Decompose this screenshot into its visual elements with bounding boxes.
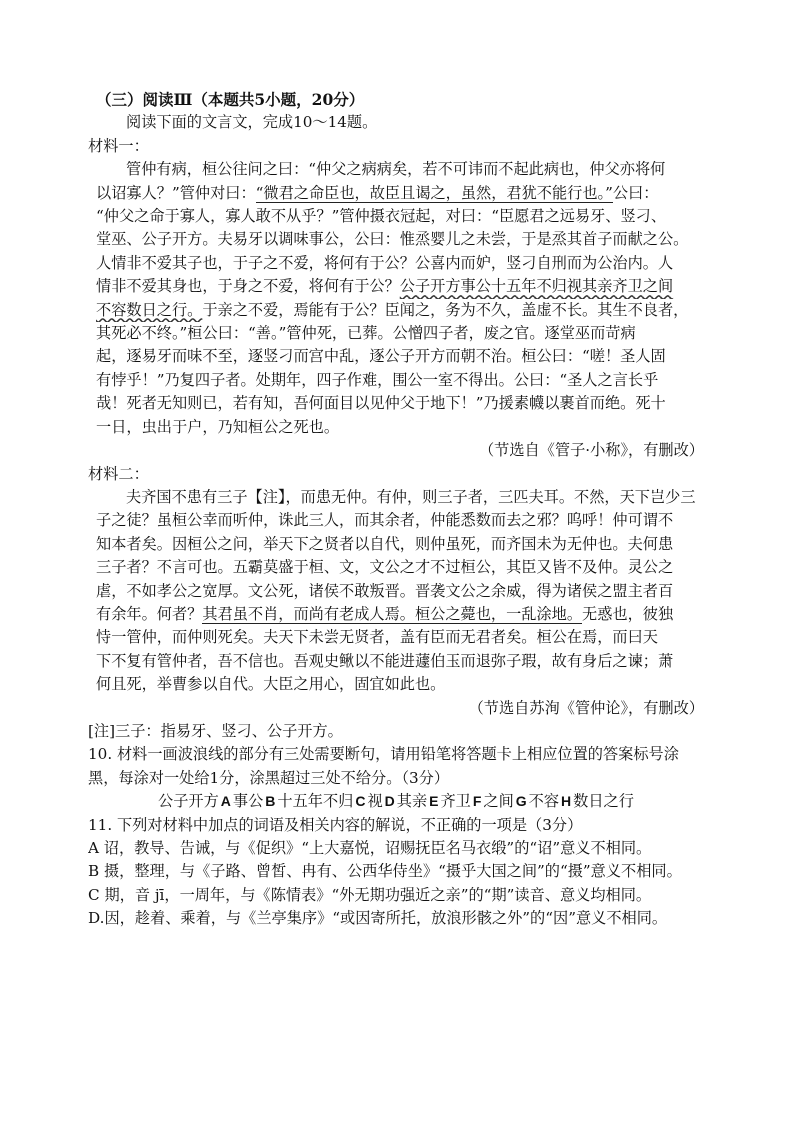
material2-label: 材料二： (88, 464, 149, 483)
material2-line: 三子者？不言可也。五霸莫盛于桓、文，文公之才不过桓公，其臣又皆不及仲。灵公之 (96, 558, 674, 577)
segment-text: 齐卫 (440, 792, 471, 811)
material1-line: 人情非不爱其子也，于子之不爱，将何有于公？公喜内而妒，竖刁自刑而为公治内。人 (96, 253, 674, 272)
wavy-underlined-text: 公子开方事公十五年不归视其亲齐卫之间 (399, 277, 674, 296)
material2-line: 虐，不如孝公之宽厚。文公死，诸侯不敢叛晋。晋袭文公之余威，得为诸侯之盟主者百 (96, 581, 674, 600)
material2-line (96, 603, 708, 626)
text-span: 无惑也，彼独 (582, 604, 674, 623)
question-11-option-d: D.因，趁着、乘着，与《兰亭集序》“或因寄所托，放浪形骸之外”的“因”意义不相同。 (88, 909, 668, 928)
text-span: 于亲之不爱，焉能有于公？臣闻之，务为不久，盖虚不长。其生不良者， (202, 300, 689, 319)
option-mark-a[interactable]: A (220, 793, 231, 810)
text-span: 有余年。何者？ (96, 604, 203, 623)
material1-line (96, 299, 708, 322)
instruction: 阅读下面的文言文，完成10～14题。 (126, 113, 378, 132)
wavy-underlined-text: 不容数日之行。 (96, 300, 203, 319)
question-10-stem: 10. 材料一画波浪线的部分有三处需要断句，请用铅笔将答题卡上相应位置的答案标号涂 (88, 745, 679, 764)
material2-line: 夫齐国不患有三子【注】，而患无仲。有仲，则三子者，三匹夫耳。不然，天下岂少三 (126, 487, 696, 506)
material2-line: 子之徒？虽桓公幸而听仲，诛此三人，而其余者，仲能悉数而去之邪？呜呼！仲可谓不 (96, 511, 674, 530)
option-mark-d[interactable]: D (384, 793, 395, 810)
material1-line: 有悖乎！”乃复四子者。处期年，四子作难，围公一室不得出。公曰：“圣人之言长乎 (96, 370, 659, 389)
question-10-stem: 黑，每涂对一处给1分，涂黑超过三处不给分。（3分） (88, 768, 450, 787)
segment-text: 不容 (528, 792, 560, 811)
question-11-option-b: B 摄，整理，与《子路、曾皙、冉有、公西华侍坐》“摄乎大国之间”的“摄”意义不相同。 (88, 862, 682, 881)
material2-line: 知本者矣。因桓公之问，举天下之贤者以自代，则仲虽死，而齐国未为无仲也。夫何患 (96, 534, 674, 553)
segment-text: 公子开方 (158, 792, 219, 811)
segment-text: 十五年不归 (277, 792, 354, 811)
material1-line: 起，逐易牙而味不至，逐竖刁而宫中乱，逐公子开方而朝不治。桓公曰：“嗟！圣人固 (96, 347, 666, 366)
section-title: （三）阅读Ⅲ（本题共5小题，20分） (96, 90, 365, 109)
material1-line: 一日，虫出于户，乃知桓公之死也。 (96, 417, 339, 436)
material1-line (96, 182, 708, 205)
note: [注]三子：指易牙、竖刁、公子开方。 (88, 721, 343, 740)
option-mark-g[interactable]: G (515, 793, 527, 810)
question-11-option-c: C 期，音 jī，一周年，与《陈情表》“外无期功强近之亲”的“期”读音、意义均相同。 (88, 885, 652, 904)
question-11-option-a: A 诏，教导、告诫，与《促织》“上大嘉悦，诏赐抚臣名马衣缎”的“诏”意义不相同。 (88, 839, 652, 857)
material2-line: 下不复有管仲者，吾不信也。吾观史鳅以不能进蘧伯玉而退弥子瑕，故有身后之谏；萧 (96, 651, 674, 670)
segment-text: 数日之行 (573, 792, 634, 811)
material1-source: （节选自《管子·小称》，有删改） (478, 441, 704, 460)
material2-source: （节选自苏洵《管仲论》，有删改） (468, 698, 704, 717)
segment-text: 事公 (232, 792, 264, 811)
text-span: 以诏寡人？”管仲对曰： (96, 183, 256, 202)
material1-line: 管仲有病，桓公往问之曰：“仲父之病病矣，若不可讳而不起此病也，仲父亦将何 (126, 160, 666, 179)
material1-line: “仲父之命于寡人，寡人敢不从乎？”管仲摄衣冠起，对曰：“臣愿君之远易牙、竖刁、 (96, 207, 667, 226)
option-mark-f[interactable]: F (472, 793, 482, 810)
material1-line: 堂巫、公子开方。夫易牙以调味事公，公曰：惟烝婴儿之未尝，于是烝其首子而献之公。 (96, 230, 689, 249)
exam-page (88, 88, 708, 931)
text-span: 公曰： (612, 183, 659, 202)
material1-line: 其死必不终。”桓公曰：“善。”管仲死，已葬。公憎四子者，废之官。逐堂巫而苛病 (96, 324, 636, 343)
material1-label: 材料一： (88, 136, 149, 155)
question-10-options (96, 790, 708, 813)
segment-text: 其亲 (396, 792, 428, 811)
underlined-sentence: “微君之命臣也，故臣且谒之，虽然，君犹不能行也。” (255, 183, 613, 202)
material1-line: 哉！死者无知则已，若有知，吾何面目以见仲父于地下！”乃援素幭以裹首而绝。死十 (96, 394, 666, 413)
segment-text: 视 (367, 792, 383, 811)
segment-text: 之间 (483, 792, 514, 811)
underlined-sentence: 其君虽不肖，而尚有老成人焉。桓公之薨也，一乱涂地。 (202, 604, 582, 623)
option-mark-b[interactable]: B (265, 793, 276, 810)
option-mark-e[interactable]: E (429, 793, 439, 810)
text-span: 情非不爱其身也，于身之不爱，将何有于公？ (96, 277, 400, 296)
option-mark-c[interactable]: C (355, 793, 366, 810)
material2-line: 恃一管仲，而仲则死矣。夫天下未尝无贤者，盖有臣而无君者矣。桓公在焉，而曰天 (96, 628, 658, 647)
material2-line: 何且死，举曹参以自代。大臣之用心，固宜如此也。 (96, 675, 446, 694)
option-mark-h[interactable]: H (561, 793, 572, 810)
question-11-stem: 11. 下列对材料中加点的词语及相关内容的解说，不正确的一项是（3分） (88, 815, 583, 834)
material1-line (96, 275, 708, 298)
